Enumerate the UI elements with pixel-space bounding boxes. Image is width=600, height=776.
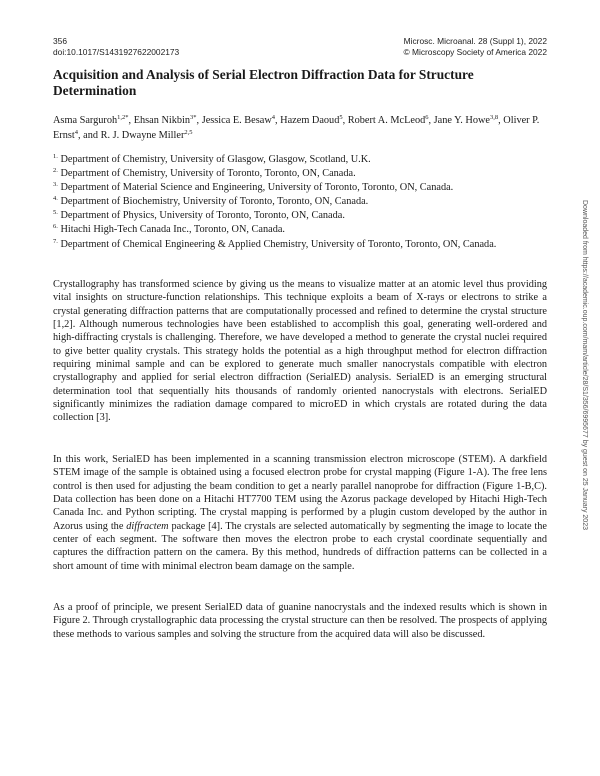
affiliation-list (53, 153, 548, 252)
author-name: Jessica E. Besaw (201, 115, 272, 126)
author-name: Jane Y. Howe (433, 115, 491, 126)
methods-text-a: In this work, SerialED has been implemented in a scanning transmission electron microscope (STEM). A darkfield STEM image of the sample is obtained using a focused electron probe for crystal mapping (Figure 1-A). The free lens control is then used for adjusting the beam condition to get a nearly parallel nanoprobe for diffraction (Figure 1-B,C). Data collection has been done on a Hitachi HT7700 TEM using the Azorus package developed by Hitachi High-Tech Canada Inc. and Python scripting. The crystal mapping is performed by a plugin custom developed by the author in Azorus using the (53, 454, 547, 532)
page-header-left (53, 36, 179, 58)
affiliation-text: Hitachi High-Tech Canada Inc., Toronto, ON, Canada. (60, 224, 285, 236)
affiliation-text: Department of Chemical Engineering & Applied Chemistry, University of Toronto, Toronto, ON, Canada. (60, 238, 497, 250)
affiliation-item (53, 181, 548, 195)
journal-citation: Microsc. Microanal. 28 (Suppl 1), 2022 (403, 36, 547, 46)
author-affiliation-mark: 6 (425, 114, 429, 121)
author-separator: , (196, 115, 202, 126)
author-separator: , (498, 115, 504, 126)
affiliation-number: 1. (53, 153, 58, 160)
methods-text-b: package [4]. The crystals are selected automatically by segmenting the image to locate the center of each segment. The software then moves the electron probe to each crystal coordinate sequentially and captures the diffraction pattern on the camera. By this method, hundreds of diffraction patterns can be collected in a short amount of time with minimal electron beam damage on the sample. (53, 520, 547, 572)
affiliation-number: 5. (53, 209, 58, 217)
affiliation-text: Department of Biochemistry, University of Toronto, Toronto, ON, Canada. (60, 196, 369, 208)
affiliation-text: Department of Chemistry, University of Glasgow, Glasgow, Scotland, U.K. (60, 154, 371, 165)
diffractem-term: diffractem (126, 520, 169, 532)
author-affiliation-mark: 5 (339, 114, 343, 121)
author-affiliation-mark: 4 (74, 129, 78, 136)
author-separator: , and (78, 130, 101, 141)
affiliation-text: Department of Material Science and Engineering, University of Toronto, Toronto, ON, Canada. (60, 182, 454, 194)
author-list (53, 113, 548, 143)
affiliation-number: 2. (53, 167, 58, 175)
body-paragraph-results: As a proof of principle, we present SerialED data of guanine nanocrystals and the indexed results which is shown in Figure 2. Through crystallographic data processing the crystal structure can then be resolved. The prospects of applying these methods to various samples and solving the structure from the acquired data will also be discussed. (53, 602, 547, 640)
author-affiliation-mark: 1,2* (117, 114, 129, 121)
author-name: Hazem Daoud (280, 115, 340, 126)
download-watermark: Downloaded from https://academic.oup.com/mam/article/28/S1/356/6995677 by guest on 25 January 2023 (581, 200, 588, 530)
affiliation-item (53, 195, 548, 209)
author-separator: , (342, 115, 348, 126)
page-header-right (404, 36, 548, 58)
author-affiliation-mark: 3* (190, 114, 197, 121)
body-paragraph-methods (53, 453, 547, 573)
copyright: © Microscopy Society of America 2022 (403, 47, 547, 57)
page-number: 356 (53, 36, 67, 46)
author-affiliation-mark: 4 (271, 114, 276, 121)
affiliation-number: 4. (53, 195, 58, 203)
author-separator: , (275, 115, 281, 126)
affiliation-item (53, 223, 548, 237)
doi: doi:10.1017/S1431927622002173 (53, 47, 180, 57)
affiliation-item (53, 209, 548, 223)
author-name: Ehsan Nikbin (133, 115, 191, 126)
author-affiliation-mark: 3,8 (490, 114, 499, 121)
author-name: Oliver P. Ernst (53, 115, 540, 141)
paper-title: Acquisition and Analysis of Serial Electron Diffraction Data for Structure Determination (53, 67, 474, 98)
affiliation-text: Department of Physics, University of Toronto, Toronto, ON, Canada. (60, 210, 345, 222)
affiliation-item (53, 238, 548, 252)
affiliation-number: 3. (53, 181, 58, 189)
affiliation-number: 7. (53, 237, 58, 245)
author-name: Asma Sarguroh (53, 115, 118, 126)
author-separator: , (128, 115, 134, 126)
author-affiliation-mark: 2,5 (184, 129, 193, 136)
affiliation-item (53, 167, 548, 181)
affiliation-text: Department of Chemistry, University of Toronto, Toronto, ON, Canada. (60, 168, 356, 180)
author-name: R. J. Dwayne Miller (100, 130, 185, 141)
author-name: Robert A. McLeod (347, 115, 426, 126)
author-separator: , (428, 115, 434, 126)
affiliation-number: 6. (53, 223, 58, 231)
body-paragraph-intro: Crystallography has transformed science by giving us the means to visualize matter at an atomic level thus providing vital insights on structure-function relationships. This technique exploits a beam of X-rays or electrons to strike a crystal generating diffraction patterns that are computationally processed and refined to determine the crystal structure [1,2]. Although numerous technologies have been established to accomplish this goal, generating well-ordered and high-diffracting crystals is challenging. Therefore, we have developed a method to generate the crystal nuclei required to give better quality crystals. This strategy holds the potential as a high throughput method for electron diffraction requiring minimal sample and can be explored to generate much smaller nanocrystals compatible with electron crystallography and applied for serial electron diffraction (SerialED) analysis. SerialED is an emerging structural determination tool that sequentially hits thousands of randomly oriented nanocrystals with electrons. SerialED significantly minimizes the radiation damage compared to microED in which crystals are rotated during the data collection [3]. (53, 279, 547, 424)
affiliation-item (53, 153, 548, 167)
